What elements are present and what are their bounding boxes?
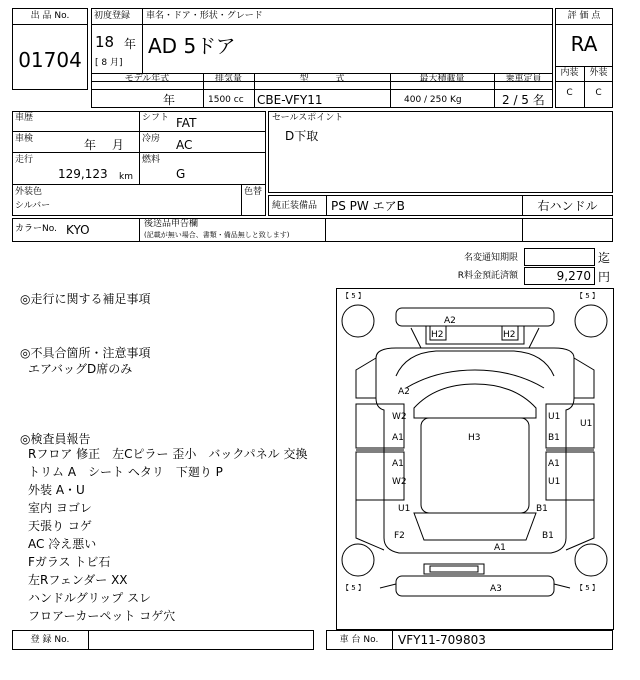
lot-number: 01704 [18,48,82,72]
first-reg-year-unit: 年 [124,37,137,51]
model-year-value: 年 [163,93,176,107]
fuel-label: 燃料 [142,155,161,165]
displacement-label: 排気量 [214,74,242,84]
inspector-item: 左Rフェンダー XX [28,573,128,587]
type-value: CBE-VFY11 [257,93,323,107]
tire-label-fl: 【 5 】 [342,292,365,300]
damage-diagram [336,288,614,630]
transfer-deadline-label: 名変通知期限 [463,253,518,263]
grade: RA [570,32,598,56]
capacity-label: 乗車定員 [505,74,542,84]
mark-roof-rear: A2 [444,316,456,326]
inspection-value: 年 月 [84,138,124,152]
color-no-label: カラーNo. [15,224,57,234]
mark-f2-left: F2 [394,531,405,541]
type-label: 型 式 [299,74,345,84]
mark-u1-far: U1 [580,419,593,429]
ac-value: AC [176,138,193,152]
color-value: シルバー [15,201,51,211]
chassis-label: 車 台 No. [339,635,379,645]
mark-h2-left: H2 [431,330,444,340]
capacity-value: 2 / 5 名 [502,93,545,107]
inspector-item: AC 冷え悪い [28,537,97,551]
first-reg-month: [ 8 月] [95,58,123,68]
front-window [414,384,536,418]
ac-label: 冷房 [142,134,161,144]
tire-rear-right [575,544,607,576]
tire-label-fr: 【 5 】 [576,292,599,300]
diagram-frame [337,289,614,630]
bottom-bumper [396,576,554,596]
color-label: 外装色 [15,187,43,197]
mileage-unit: km [119,172,133,182]
shift-value: FAT [176,116,197,130]
inspector-item: ハンドルグリップ スレ [28,591,152,605]
history-label: 車歴 [15,113,34,123]
recycle-fee-value: 9,270 [524,267,595,285]
equipment-label: 純正装備品 [272,201,318,211]
chassis-value: VFY11-709803 [398,633,486,647]
inspector-item: 外装 A・U [28,483,85,497]
vehicle-name: AD 5ドア [148,34,236,58]
mark-b1-right: B1 [548,433,560,443]
registration-label: 登 録 No. [30,635,70,645]
driving-notes-title: ◎走行に関する補足事項 [20,292,151,306]
displacement-value: 1500 cc [208,95,244,105]
mark-b1-bottom: B1 [542,531,554,541]
inspector-item: トリム A シート ヘタリ 下廻り P [28,465,223,479]
repaint-label: 色替 [244,187,263,197]
first-reg-label: 初度登録 [94,11,131,21]
defects-title: ◎不具合箇所・注意事項 [20,346,151,360]
inspector-title: ◎検査員報告 [20,432,91,446]
first-reg-year: 18 [95,33,115,51]
inspection-label: 車検 [15,134,34,144]
transfer-deadline-unit: 迄 [598,251,611,265]
inspector-item: 室内 ヨゴレ [28,501,92,515]
exterior-grade-label: 外装 [589,68,608,78]
mark-hood-area: A2 [398,387,410,397]
mark-a1-right: A1 [548,459,560,469]
mark-w2-left: W2 [392,412,407,422]
inspector-item: Rフロア 修正 左Cピラー 歪小 バックパネル 交換 [28,447,308,461]
rear-window [414,513,536,540]
transfer-deadline-box [524,248,595,266]
sales-point-value: D下取 [285,129,319,143]
mileage-label: 走行 [15,155,34,165]
interior-grade-label: 内装 [560,68,579,78]
body-outline [376,348,574,553]
mark-w2-left2: W2 [392,477,407,487]
doc-label: 後送品申告欄 [144,219,199,229]
model-year-label: モデル年式 [124,74,170,84]
tire-rear-left [342,544,374,576]
doc-subtext: (記載が無い場合、書類・備品無しと致します) [144,231,290,239]
recycle-fee-label: R料金預託済額 [457,271,518,281]
equipment-blank-row [326,218,613,242]
lot-number-label: 出 品 No. [30,11,70,21]
mark-a1-bottom: A1 [494,543,506,553]
mark-h3: H3 [468,433,481,443]
interior-grade: C [566,88,573,98]
mark-u1-right2: U1 [548,477,561,487]
tire-label-rl: 【 5 】 [342,584,365,592]
tire-front-right [575,305,607,337]
load-label: 最大積載量 [419,74,465,84]
recycle-fee-unit: 円 [598,270,611,284]
mark-h2-right: H2 [503,330,516,340]
load-value: 400 / 250 Kg [404,95,462,105]
tire-label-rr: 【 5 】 [576,584,599,592]
mark-u1-left: U1 [398,504,411,514]
mark-a3-bottom: A3 [490,584,502,594]
mileage-value: 129,123 [58,167,108,181]
mark-a1-left: A1 [392,433,404,443]
handle-value: 右ハンドル [537,199,598,213]
sales-point-label: セールスポイント [272,113,344,123]
vehicle-name-label: 車名・ドア・形状・グレード [146,11,263,21]
grade-label: 評 価 点 [567,11,601,21]
equipment-value: PS PW エアB [331,199,405,213]
defect-item: エアバッグD席のみ [28,362,133,376]
inspector-item: フロアーカーペット コゲ穴 [28,609,176,623]
mark-a1-left2: A1 [392,459,404,469]
exterior-grade: C [595,88,602,98]
inspector-item: Fガラス トビ石 [28,555,111,569]
mark-b1-right2: B1 [536,504,548,514]
tire-front-left [342,305,374,337]
fuel-value: G [176,167,186,181]
color-no-value: KYO [66,223,90,237]
inspector-item: 天張り コゲ [28,519,92,533]
top-bumper [396,308,554,326]
shift-label: シフト [142,113,170,123]
mark-u1-right: U1 [548,412,561,422]
